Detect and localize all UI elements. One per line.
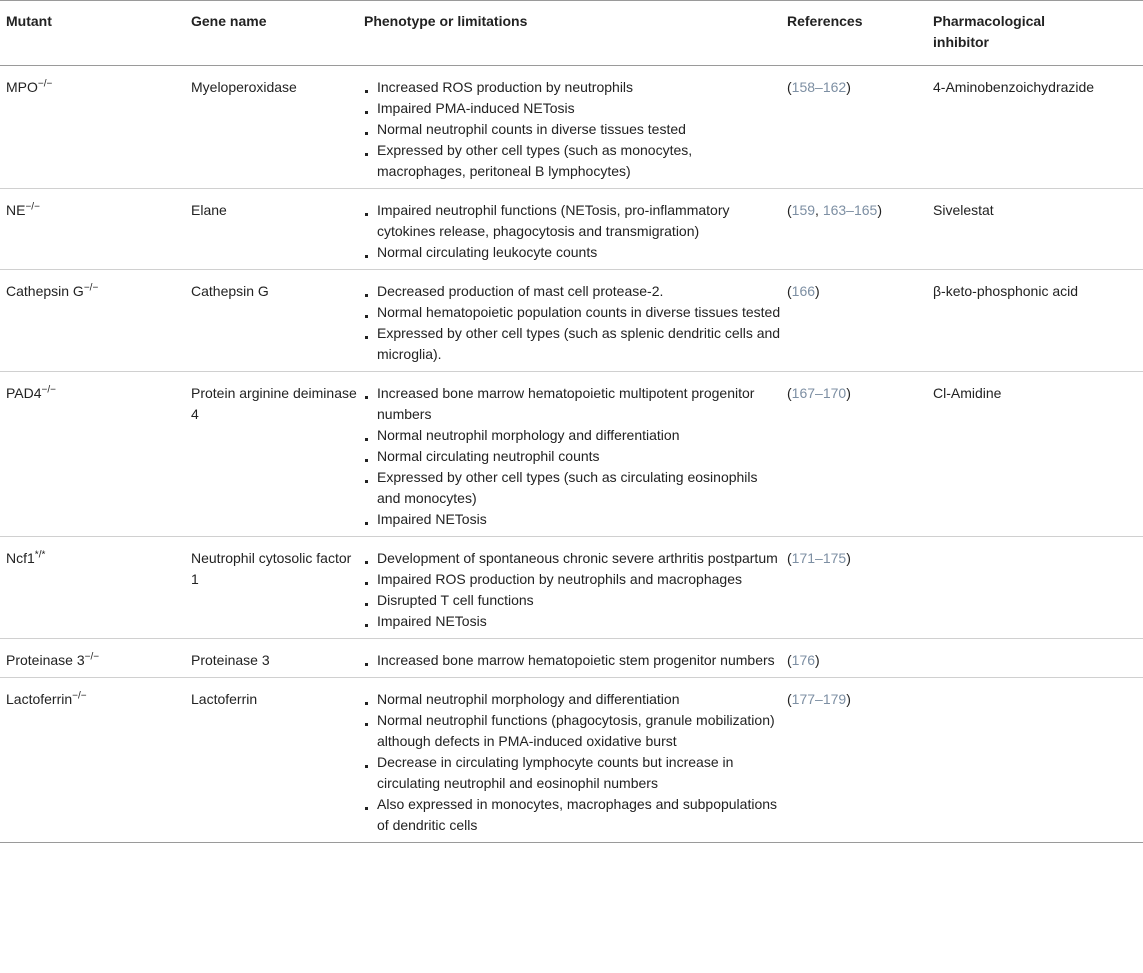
- reference-link[interactable]: 177–179: [791, 691, 847, 707]
- header-row: [0, 1, 1143, 66]
- phenotype-cell: [364, 537, 787, 639]
- phenotype-item: Expressed by other cell types (such as circulating eosinophils and monocytes): [364, 467, 781, 509]
- mutant-name: Ncf1: [6, 550, 35, 566]
- header-phenotype: Phenotype or limitations: [364, 13, 528, 29]
- mutant-genotype: −/−: [83, 282, 99, 294]
- mutant-cell: [0, 678, 189, 843]
- gene-name-cell: Protein arginine deiminase 4: [191, 385, 357, 422]
- header-gene-name: Gene name: [191, 13, 267, 29]
- phenotype-item: Impaired NETosis: [364, 509, 781, 530]
- phenotype-item: Also expressed in monocytes, macrophages and subpopulations of dendritic cells: [364, 794, 781, 836]
- mutant-name: PAD4: [6, 385, 42, 401]
- inhibitor-cell: 4-Aminobenzoichydrazide: [933, 79, 1095, 95]
- gene-name-cell: Elane: [191, 202, 227, 218]
- mutant-genotype: −/−: [25, 201, 40, 213]
- phenotype-item: Normal circulating neutrophil counts: [364, 446, 781, 467]
- mutant-genotype: −/−: [37, 78, 53, 90]
- mutant-genotype: −/−: [72, 690, 87, 702]
- references-cell: (158–162): [787, 79, 851, 95]
- inhibitor-cell: β-keto-phosphonic acid: [933, 283, 1079, 299]
- phenotype-cell: [364, 270, 787, 372]
- reference-link[interactable]: 171–175: [791, 550, 847, 566]
- phenotype-item: Increased bone marrow hematopoietic stem progenitor numbers: [364, 650, 781, 671]
- phenotype-item: Increased ROS production by neutrophils: [364, 77, 781, 98]
- phenotype-item: Normal hematopoietic population counts in diverse tissues tested: [364, 302, 781, 323]
- gene-name-cell: Neutrophil cytosolic factor 1: [191, 550, 352, 587]
- reference-link[interactable]: 159: [791, 202, 816, 218]
- phenotype-cell: [364, 372, 787, 537]
- inhibitor-cell: Sivelestat: [933, 202, 994, 218]
- phenotype-list: [364, 548, 781, 632]
- phenotype-item: Normal neutrophil morphology and differentiation: [364, 425, 781, 446]
- phenotype-cell: [364, 189, 787, 270]
- phenotype-item: Expressed by other cell types (such as splenic dendritic cells and microglia).: [364, 323, 781, 365]
- mutant-cell: [0, 372, 189, 537]
- mutant-name: Proteinase 3: [6, 652, 85, 668]
- phenotype-item: Decreased production of mast cell protease-2.: [364, 281, 781, 302]
- table-row: [0, 537, 1143, 639]
- header-mutant: Mutant: [6, 13, 52, 29]
- mutant-cell: [0, 639, 189, 678]
- mutant-name: Cathepsin G: [6, 283, 84, 299]
- mutant-name: Lactoferrin: [6, 691, 73, 707]
- mutant-name: MPO: [6, 79, 38, 95]
- phenotype-item: Normal circulating leukocyte counts: [364, 242, 781, 263]
- references-cell: (171–175): [787, 550, 851, 566]
- phenotype-cell: [364, 678, 787, 843]
- inhibitor-cell: [933, 537, 1143, 639]
- phenotype-item: Expressed by other cell types (such as monocytes, macrophages, peritoneal B lymphocytes): [364, 140, 781, 182]
- inhibitor-cell: [933, 678, 1143, 843]
- phenotype-list: [364, 383, 781, 530]
- table-row: [0, 66, 1143, 189]
- phenotype-list: [364, 689, 781, 836]
- mutant-cell: [0, 537, 189, 639]
- reference-link[interactable]: 158–162: [791, 79, 847, 95]
- reference-link[interactable]: 176: [791, 652, 816, 668]
- phenotype-list: [364, 200, 781, 263]
- phenotype-item: Impaired NETosis: [364, 611, 781, 632]
- reference-link[interactable]: 166: [791, 283, 816, 299]
- phenotype-item: Impaired ROS production by neutrophils and macrophages: [364, 569, 781, 590]
- phenotype-item: Normal neutrophil functions (phagocytosis, granule mobilization) although defects in PMA-induced oxidative burst: [364, 710, 781, 752]
- phenotype-item: Normal neutrophil morphology and differentiation: [364, 689, 781, 710]
- table-body: [0, 66, 1143, 843]
- phenotype-item: Decrease in circulating lymphocyte counts but increase in circulating neutrophil and eosinophil numbers: [364, 752, 781, 794]
- table-header: [0, 1, 1143, 66]
- references-cell: (176): [787, 652, 820, 668]
- phenotype-item: Increased bone marrow hematopoietic multipotent progenitor numbers: [364, 383, 781, 425]
- phenotype-item: Impaired neutrophil functions (NETosis, pro-inflammatory cytokines release, phagocytosis and transmigration): [364, 200, 781, 242]
- references-cell: (167–170): [787, 385, 851, 401]
- phenotype-item: Disrupted T cell functions: [364, 590, 781, 611]
- gene-name-cell: Cathepsin G: [191, 283, 269, 299]
- table-row: [0, 189, 1143, 270]
- gene-name-cell: Lactoferrin: [191, 691, 258, 707]
- mutant-genotype: −/−: [41, 384, 57, 396]
- mutant-genotype: −/−: [84, 651, 100, 663]
- mutant-cell: [0, 270, 189, 372]
- header-references: References: [787, 13, 863, 29]
- phenotype-cell: [364, 66, 787, 189]
- mutant-genotype: */*: [34, 549, 46, 561]
- phenotype-item: Normal neutrophil counts in diverse tissues tested: [364, 119, 781, 140]
- references-cell: (159, 163–165): [787, 202, 882, 218]
- table-row: [0, 372, 1143, 537]
- phenotype-list: [364, 281, 781, 365]
- reference-link[interactable]: 167–170: [791, 385, 847, 401]
- mutant-cell: [0, 66, 189, 189]
- references-cell: (177–179): [787, 691, 851, 707]
- phenotype-item: Impaired PMA-induced NETosis: [364, 98, 781, 119]
- table-row: [0, 270, 1143, 372]
- table-row: [0, 639, 1143, 678]
- table-row: [0, 678, 1143, 843]
- phenotype-list: [364, 650, 781, 671]
- mutant-name: NE: [6, 202, 26, 218]
- header-pharmacological-inhibitor: Pharmacological inhibitor: [933, 13, 1046, 50]
- reference-link[interactable]: 163–165: [822, 202, 878, 218]
- phenotype-item: Development of spontaneous chronic severe arthritis postpartum: [364, 548, 781, 569]
- phenotype-list: [364, 77, 781, 182]
- inhibitor-cell: Cl-Amidine: [933, 385, 1002, 401]
- mutant-cell: [0, 189, 189, 270]
- inhibitor-cell: [933, 639, 1143, 678]
- phenotype-cell: [364, 639, 787, 678]
- references-cell: (166): [787, 283, 820, 299]
- gene-name-cell: Proteinase 3: [191, 652, 270, 668]
- gene-name-cell: Myeloperoxidase: [191, 79, 297, 95]
